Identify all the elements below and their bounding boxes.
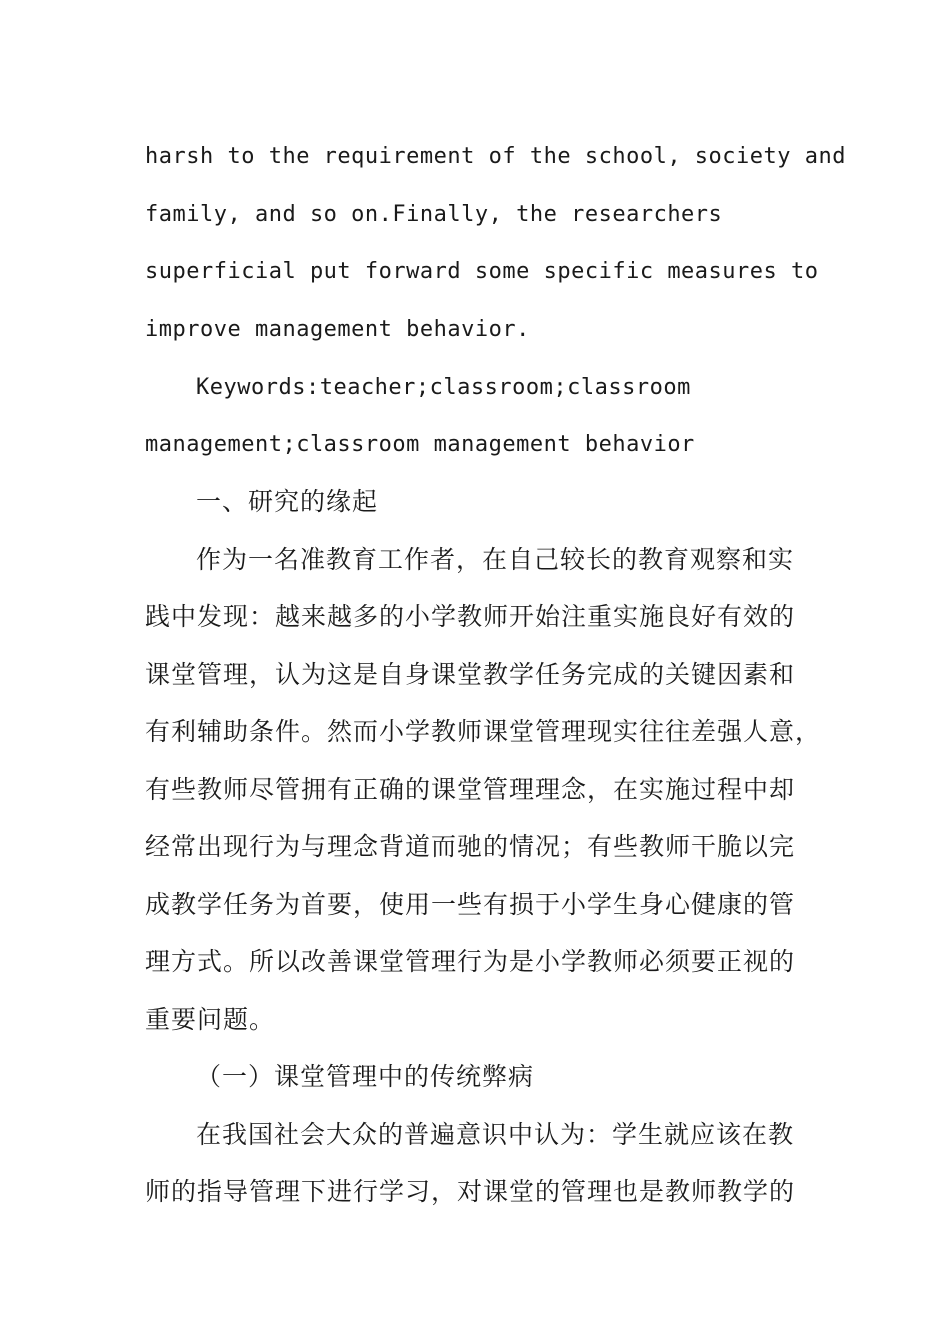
subsection-heading: （一）课堂管理中的传统弊病 xyxy=(196,1062,535,1091)
abstract-line: family, and so on.Finally, the researchers xyxy=(145,202,723,227)
paragraph-line: 有利辅助条件。然而小学教师课堂管理现实往往差强人意， xyxy=(145,717,822,746)
paragraph-line: 成教学任务为首要，使用一些有损于小学生身心健康的管 xyxy=(145,890,796,919)
paragraph-line: 重要问题。 xyxy=(145,1005,276,1034)
keywords-line: management;classroom management behavior xyxy=(145,432,695,457)
paragraph-line: 作为一名准教育工作者，在自己较长的教育观察和实 xyxy=(196,545,795,574)
paragraph-line: 践中发现：越来越多的小学教师开始注重实施良好有效的 xyxy=(145,602,796,631)
paragraph-line: 课堂管理，认为这是自身课堂教学任务完成的关键因素和 xyxy=(145,660,796,689)
paragraph-line: 经常出现行为与理念背道而驰的情况；有些教师干脆以完 xyxy=(145,832,796,861)
section-heading: 一、研究的缘起 xyxy=(196,487,379,516)
keywords-line: Keywords:teacher;classroom;classroom xyxy=(196,375,691,400)
abstract-line: harsh to the requirement of the school, society and xyxy=(145,144,847,169)
paragraph-line: 有些教师尽管拥有正确的课堂管理理念，在实施过程中却 xyxy=(145,775,796,804)
paragraph-line: 师的指导管理下进行学习，对课堂的管理也是教师教学的 xyxy=(145,1177,796,1206)
paragraph-line: 理方式。所以改善课堂管理行为是小学教师必须要正视的 xyxy=(145,947,796,976)
abstract-line: superficial put forward some specific measures to xyxy=(145,259,819,284)
abstract-line: improve management behavior. xyxy=(145,317,530,342)
paragraph-line: 在我国社会大众的普遍意识中认为：学生就应该在教 xyxy=(196,1120,795,1149)
